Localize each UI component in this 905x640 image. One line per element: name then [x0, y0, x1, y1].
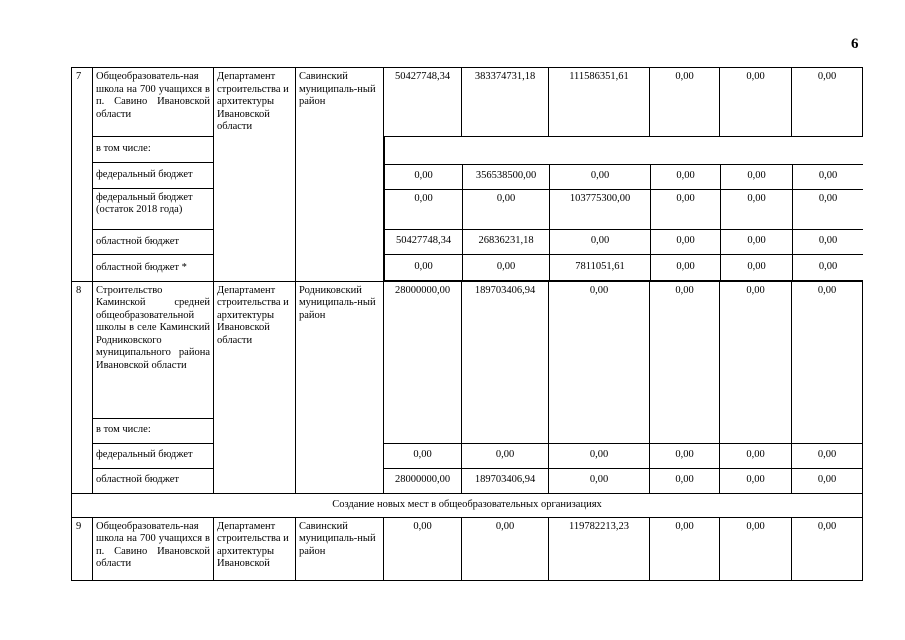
- table-row: [72, 468, 863, 493]
- sub-label: в том числе:: [93, 137, 214, 163]
- value-cell: 0,00: [650, 443, 720, 468]
- value-cell: 0,00: [650, 68, 720, 137]
- value-cell: 0,00: [462, 443, 549, 468]
- value-cell: 0,00: [721, 229, 793, 254]
- value-cell: 0,00: [792, 517, 863, 580]
- table-row: [385, 254, 863, 280]
- value-cell: 0,00: [651, 164, 721, 189]
- value-cell: 0,00: [651, 229, 721, 254]
- table-row: [72, 281, 863, 418]
- sub-label: областной бюджет: [93, 229, 214, 254]
- sub-label: областной бюджет *: [93, 255, 214, 281]
- budget-table: [71, 67, 863, 581]
- value-cell: 111586351,61: [549, 68, 650, 137]
- value-cell: 0,00: [650, 281, 720, 443]
- value-cell: 383374731,18: [462, 68, 549, 137]
- value-cell: 0,00: [792, 468, 863, 493]
- value-cell: 0,00: [385, 189, 463, 229]
- value-cell: 0,00: [721, 189, 793, 229]
- value-cell: 0,00: [793, 189, 863, 229]
- value-cell: 0,00: [384, 443, 462, 468]
- value-cell: 189703406,94: [462, 468, 549, 493]
- department: Департамент строительства и архитектуры Ивановской: [214, 517, 296, 580]
- object-name: Общеобразователь-ная школа на 700 учащихся в п. Савино Ивановской области: [93, 517, 214, 580]
- table-row: [385, 229, 863, 254]
- value-cell: 189703406,94: [462, 281, 549, 443]
- value-cell: 50427748,34: [385, 229, 463, 254]
- object-name: Общеобразователь-ная школа на 700 учащихся в п. Савино Ивановской области: [93, 68, 214, 137]
- value-cell: 0,00: [721, 164, 793, 189]
- value-cell: 356538500,00: [463, 164, 550, 189]
- value-cell: 0,00: [463, 189, 550, 229]
- value-cell: 7811051,61: [550, 254, 651, 280]
- sub-label: в том числе:: [93, 418, 214, 443]
- district: Савинский муниципаль-ный район: [296, 517, 384, 580]
- section-title: Создание новых мест в общеобразовательных организациях: [72, 493, 863, 517]
- value-cell: 0,00: [720, 68, 792, 137]
- value-cell: 50427748,34: [384, 68, 462, 137]
- value-cell: 0,00: [384, 517, 462, 580]
- value-cell: 0,00: [385, 254, 463, 280]
- row-number: 7: [72, 68, 93, 282]
- value-cell: 0,00: [792, 281, 863, 443]
- value-cell: 0,00: [793, 229, 863, 254]
- value-cell: 0,00: [792, 443, 863, 468]
- value-cell: 0,00: [792, 68, 863, 137]
- value-cell: 0,00: [549, 468, 650, 493]
- value-cell: 28000000,00: [384, 468, 462, 493]
- row-number: 8: [72, 281, 93, 493]
- value-cell: 0,00: [720, 468, 792, 493]
- value-cell: 0,00: [650, 517, 720, 580]
- table-row: [385, 189, 863, 229]
- object-name: Строительство Каминской средней общеобразовательной школы в селе Каминский Родниковского муниципального района Ивановской области: [93, 281, 214, 418]
- sub-label: федеральный бюджет: [93, 163, 214, 188]
- value-cell: 0,00: [651, 189, 721, 229]
- table-row: [72, 443, 863, 468]
- table-row: [385, 164, 863, 189]
- district: Родниковский муниципаль-ный район: [296, 281, 384, 493]
- district: Савинский муниципаль-ный район: [296, 68, 384, 282]
- value-cell: 0,00: [720, 517, 792, 580]
- table-row: [72, 493, 863, 517]
- value-cell: 26836231,18: [463, 229, 550, 254]
- value-cell: 0,00: [550, 229, 651, 254]
- value-cell: 0,00: [463, 254, 550, 280]
- value-cell: 0,00: [793, 254, 863, 280]
- value-cell: 0,00: [549, 281, 650, 443]
- value-cell: 0,00: [651, 254, 721, 280]
- value-cell: 0,00: [650, 468, 720, 493]
- sub-label: федеральный бюджет: [93, 443, 214, 468]
- value-cell: 0,00: [720, 281, 792, 443]
- page-number: 6: [851, 36, 859, 52]
- value-cell: 0,00: [793, 164, 863, 189]
- value-cell: 103775300,00: [550, 189, 651, 229]
- table-row: [72, 68, 863, 137]
- value-cell: 0,00: [549, 443, 650, 468]
- department: Департамент строительства и архитектуры Ивановской области: [214, 281, 296, 493]
- sub-label: федеральный бюджет (остаток 2018 года): [93, 188, 214, 229]
- table-row: [72, 137, 863, 163]
- value-cell: 0,00: [720, 443, 792, 468]
- value-cell: 119782213,23: [549, 517, 650, 580]
- sub-label: областной бюджет: [93, 468, 214, 493]
- value-cell: 0,00: [721, 254, 793, 280]
- table-row: [72, 517, 863, 580]
- value-cell: 0,00: [550, 164, 651, 189]
- row-number: 9: [72, 517, 93, 580]
- value-cell: 0,00: [462, 517, 549, 580]
- value-cell: 0,00: [385, 164, 463, 189]
- value-cell: 28000000,00: [384, 281, 462, 443]
- department: Департамент строительства и архитектуры Ивановской области: [214, 68, 296, 282]
